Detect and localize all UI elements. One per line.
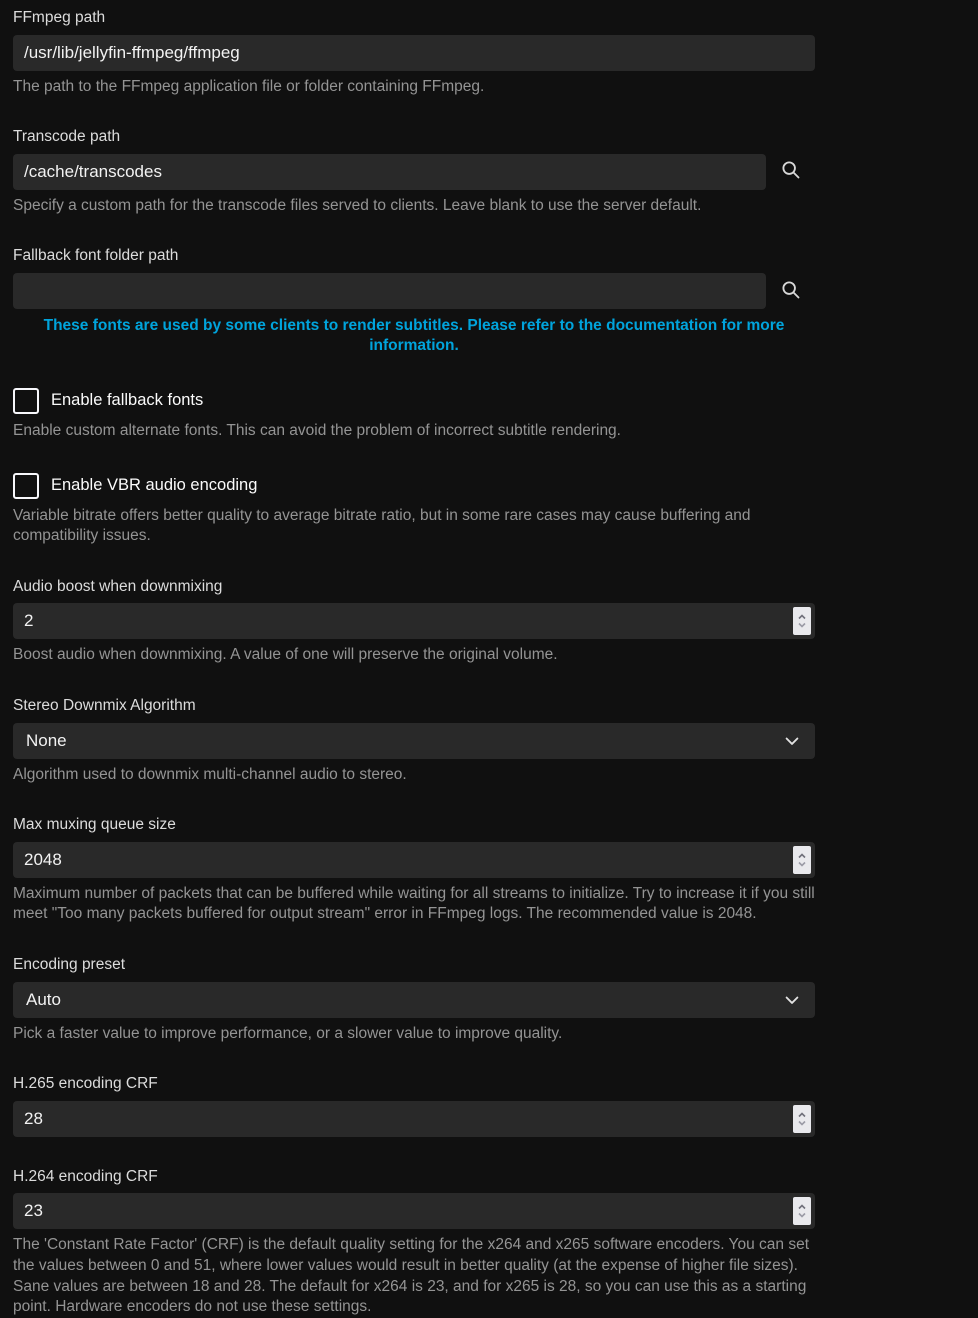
up-down-arrows-icon — [797, 851, 807, 869]
audio-boost-stepper[interactable] — [793, 607, 811, 635]
up-down-arrows-icon — [797, 1110, 807, 1128]
fallback-font-path-browse-button[interactable] — [766, 273, 815, 309]
enable-fallback-fonts-checkbox[interactable] — [13, 388, 39, 414]
enable-fallback-fonts-label: Enable fallback fonts — [51, 391, 204, 410]
h264-crf-label: H.264 encoding CRF — [13, 1167, 158, 1185]
stereo-downmix-description: Algorithm used to downmix multi-channel audio to stereo. — [13, 765, 407, 783]
fallback-font-path-label: Fallback font folder path — [13, 247, 179, 265]
enable-fallback-fonts-description: Enable custom alternate fonts. This can avoid the problem of incorrect subtitle rendering. — [13, 421, 621, 439]
transcode-path-browse-button[interactable] — [766, 154, 815, 190]
h265-crf-stepper[interactable] — [793, 1105, 811, 1133]
ffmpeg-path-label: FFmpeg path — [13, 9, 106, 26]
field-h264-crf — [13, 1168, 815, 1318]
audio-boost-description: Boost audio when downmixing. A value of one will preserve the original volume. — [13, 646, 558, 664]
stereo-downmix-selected-value: None — [26, 730, 67, 750]
h264-crf-stepper[interactable] — [793, 1197, 811, 1225]
field-max-muxing-queue — [13, 816, 815, 925]
up-down-arrows-icon — [797, 1202, 807, 1220]
enable-vbr-audio-label: Enable VBR audio encoding — [51, 476, 258, 495]
max-muxing-queue-description: Maximum number of packets that can be buffered while waiting for all streams to initialize. Try to increase it if you still meet "Too many packets buffered for output stream" error in FFmpeg logs. The recommended value is 2048. — [13, 884, 815, 923]
encoding-preset-selected-value: Auto — [26, 989, 61, 1009]
ffmpeg-path-input[interactable] — [13, 35, 815, 71]
h265-crf-input[interactable] — [13, 1101, 815, 1137]
field-stereo-downmix — [13, 697, 815, 785]
fallback-fonts-note: These fonts are used by some clients to render subtitles. Please refer to the documentation for more information. — [43, 317, 785, 355]
transcode-path-input[interactable] — [13, 154, 766, 190]
up-down-arrows-icon — [797, 612, 807, 630]
transcode-path-label: Transcode path — [13, 128, 121, 146]
field-h265-crf — [13, 1075, 815, 1137]
field-encoding-preset — [13, 956, 815, 1044]
field-enable-fallback-fonts — [13, 388, 815, 442]
enable-vbr-audio-checkbox[interactable] — [13, 473, 39, 499]
search-icon — [780, 279, 802, 304]
encoding-preset-label: Encoding preset — [13, 955, 126, 973]
enable-vbr-audio-description: Variable bitrate offers better quality to average bitrate ratio, but in some rare cases may cause buffering and compatibility issues. — [13, 506, 751, 545]
transcode-path-description: Specify a custom path for the transcode files served to clients. Leave blank to use the server default. — [13, 196, 702, 214]
field-ffmpeg-path — [13, 9, 815, 97]
audio-boost-input[interactable] — [13, 603, 815, 639]
field-enable-vbr-audio — [13, 473, 815, 547]
max-muxing-queue-input[interactable] — [13, 842, 815, 878]
stereo-downmix-select[interactable] — [13, 723, 815, 759]
fallback-font-path-input[interactable] — [13, 273, 766, 309]
encoding-preset-description: Pick a faster value to improve performance, or a slower value to improve quality. — [13, 1024, 563, 1042]
chevron-down-icon — [782, 990, 802, 1010]
ffmpeg-path-description: The path to the FFmpeg application file or folder containing FFmpeg. — [13, 77, 485, 95]
encoding-preset-select[interactable] — [13, 982, 815, 1018]
audio-boost-label: Audio boost when downmixing — [13, 577, 223, 595]
h264-crf-description: The 'Constant Rate Factor' (CRF) is the default quality setting for the x264 and x265 software encoders. You can set the values between 0 and 51, where lower values would result in better quality (at the expense of higher file sizes). Sane values are between 18 and 28. The default for x264 is 23, and for x265 is 28, so you can use this as a starting point. Hardware encoders do not use these settings. — [13, 1236, 809, 1316]
search-icon — [780, 159, 802, 184]
stereo-downmix-label: Stereo Downmix Algorithm — [13, 696, 196, 714]
field-audio-boost — [13, 578, 815, 666]
settings-form — [13, 9, 815, 1318]
field-fallback-font-path — [13, 247, 815, 357]
max-muxing-queue-stepper[interactable] — [793, 846, 811, 874]
field-transcode-path — [13, 128, 815, 216]
h264-crf-input[interactable] — [13, 1193, 815, 1229]
max-muxing-queue-label: Max muxing queue size — [13, 816, 176, 834]
chevron-down-icon — [782, 731, 802, 751]
h265-crf-label: H.265 encoding CRF — [13, 1075, 158, 1093]
